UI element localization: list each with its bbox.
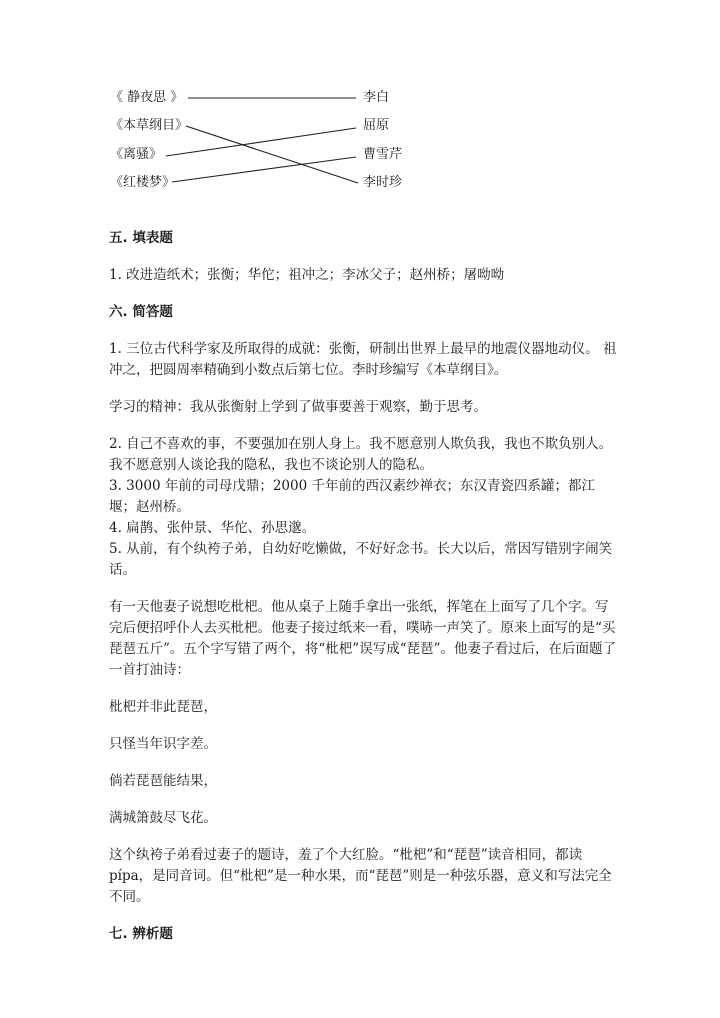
right-item: 李时珍 (363, 175, 403, 190)
right-item: 屈原 (363, 118, 390, 133)
section-7-title: 七. 辨析题 (109, 926, 173, 942)
right-item: 李白 (363, 90, 390, 105)
left-item: 《本草纲目》 (110, 118, 189, 133)
answer-paragraph: 2. 自己不喜欢的事，不要强加在别人身上。我不愿意别人欺负我，我也不欺负别人。我不愿意别人谈论我的隐私，我也不谈论别人的隐私。 (109, 436, 613, 473)
answer-paragraph: 学习的精神：我从张衡射上学到了做事要善于观察，勤于思考。 (109, 399, 487, 415)
answer-paragraph: 这个纨袴子弟看过妻子的题诗，羞了个大红脸。“枇杷”和“琵琶”读音相同，都读 pípa，是同音词。但“枇杷”是一种水果，而“琵琶”则是一种弦乐器，意义和写法完全不同。 (109, 847, 612, 905)
matching-lines (0, 0, 720, 210)
section-6-title: 六. 简答题 (109, 304, 173, 320)
match-line (166, 128, 356, 156)
matching-exercise (0, 0, 720, 210)
right-item: 曹雪芹 (363, 147, 403, 162)
answer-paragraph: 1. 三位古代科学家及所取得的成就：张衡，研制出世界上最早的地震仪器地动仪。 祖冲之，把圆周率精确到小数点后第七位。李时珍编写《本草纲目》。 (109, 341, 617, 378)
poem-line: 倘若琵琶能结果， (109, 773, 217, 789)
left-item: 《离骚》 (110, 147, 163, 162)
answer-content (109, 228, 619, 961)
match-line (172, 157, 356, 182)
poem-line: 满城箫鼓尽飞花。 (109, 810, 217, 826)
answer-paragraph: 1. 改进造纸术；张衡；华佗；祖冲之；李冰父子；赵州桥；屠呦呦 (109, 267, 505, 283)
left-item: 《 静夜思 》 (110, 90, 184, 105)
answer-paragraph: 5. 从前，有个纨袴子弟，自幼好吃懒做，不好好念书。长大以后，常因写错别字闹笑话。 (109, 541, 613, 578)
answer-paragraph: 4. 扁鹊、张仲景、华佗、孙思邈。 (109, 520, 316, 536)
poem-line: 只怪当年识字差。 (109, 736, 217, 752)
section-5-title: 五. 填表题 (109, 230, 173, 246)
answer-paragraph: 有一天他妻子说想吃枇杷。他从桌子上随手拿出一张纸，挥笔在上面写了几个字。写完后便招呼仆人去买枇杷。他妻子接过纸来一看，噗哧一声笑了。原来上面写的是“买琵琶五斤”。五个字写错了两个，将“枇杷”误写成“琵琶”。他妻子看过后，在后面题了一首打油诗： (109, 599, 617, 678)
poem-line: 枇杷并非此琵琶， (109, 699, 217, 715)
answer-paragraph: 3. 3000 年前的司母戊鼎；2000 千年前的西汉素纱禅衣；东汉青瓷四系罐；都江堰；赵州桥。 (109, 478, 595, 515)
match-line (186, 126, 358, 183)
left-item: 《红楼梦》 (110, 175, 176, 190)
